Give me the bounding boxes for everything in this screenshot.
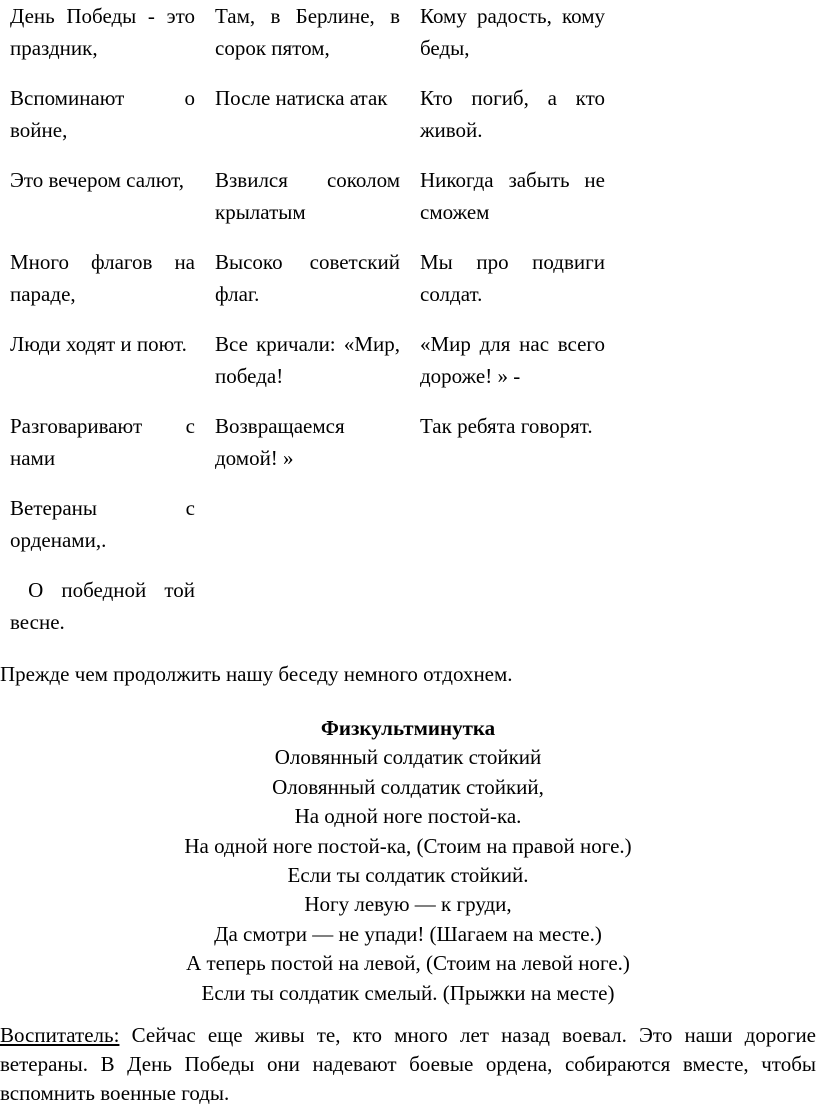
poem-cell: После натиска атак <box>215 86 388 110</box>
poem-row <box>10 164 610 246</box>
exercise-line: Оловянный солдатик стойкий, <box>272 774 544 799</box>
exercise-title: Физкультминутка <box>320 716 496 740</box>
poem-cell: Возвращаемся домой! » <box>215 414 345 470</box>
speaker-label: Воспитатель: <box>0 1023 120 1047</box>
exercise-line: Если ты солдатик смелый. (Прыжки на месте) <box>201 980 615 1005</box>
poem-cell: Разговаривают с нами <box>10 414 195 470</box>
poem-row <box>10 574 610 656</box>
poem-cell: Все кричали: «Мир, победа! <box>215 332 400 388</box>
poem-cell: Это вечером салют, <box>10 168 184 192</box>
exercise-line: А теперь постой на левой, (Стоим на левой ноге.) <box>186 951 630 976</box>
pause-paragraph: Прежде чем продолжить нашу беседу немного отдохнем. <box>0 662 513 686</box>
exercise-line: Ногу левую — к груди, <box>304 892 512 917</box>
exercise-line: Да смотри — не упади! (Шагаем на месте.) <box>214 921 602 946</box>
poem-cell: Кому радость, кому беды, <box>420 4 605 60</box>
poem-cell <box>420 574 605 656</box>
poem-cell: Мы про подвиги солдат. <box>420 250 605 306</box>
exercise-line: На одной ноге постой-ка, (Стоим на правой ноге.) <box>184 833 632 858</box>
poem-cell <box>215 574 400 656</box>
closing-text: Сейчас еще живы те, кто много лет назад воевал. Это наши дорогие ветераны. В День Победы они надевают боевые ордена, собираются вместе, чтобы вспомнить военные годы. <box>0 1023 816 1105</box>
poem-table <box>10 0 610 656</box>
poem-cell: Никогда забыть не сможем <box>420 168 605 224</box>
exercise-block <box>0 714 816 1008</box>
poem-cell: Кто погиб, а кто живой. <box>420 86 605 142</box>
poem-row <box>10 82 610 164</box>
poem-cell: Вспоминают о войне, <box>10 86 195 142</box>
closing-paragraph <box>0 1021 816 1108</box>
poem-cell: Ветераны с орденами,. <box>10 496 195 552</box>
poem-cell: Люди ходят и поют. <box>10 332 187 356</box>
poem-cell: «Мир для нас всего дороже! » - <box>420 332 605 388</box>
poem-cell: О победной той весне. <box>10 578 195 634</box>
poem-row <box>10 328 610 410</box>
poem-row <box>10 492 610 574</box>
exercise-line: Если ты солдатик стойкий. <box>287 863 529 888</box>
poem-cell: День Победы - это праздник, <box>10 4 195 60</box>
poem-cell <box>420 492 605 574</box>
poem-cell <box>215 492 400 574</box>
exercise-line: На одной ноге постой-ка. <box>294 804 522 829</box>
poem-cell: Там, в Берлине, в сорок пятом, <box>215 4 400 60</box>
poem-row <box>10 0 610 82</box>
poem-cell: Взвился соколом крылатым <box>215 168 400 224</box>
poem-cell: Много флагов на параде, <box>10 250 195 306</box>
poem-row <box>10 410 610 492</box>
poem-cell: Так ребята говорят. <box>420 414 593 438</box>
poem-cell: Высоко советский флаг. <box>215 250 400 306</box>
exercise-line: Оловянный солдатик стойкий <box>274 745 542 770</box>
poem-row <box>10 246 610 328</box>
